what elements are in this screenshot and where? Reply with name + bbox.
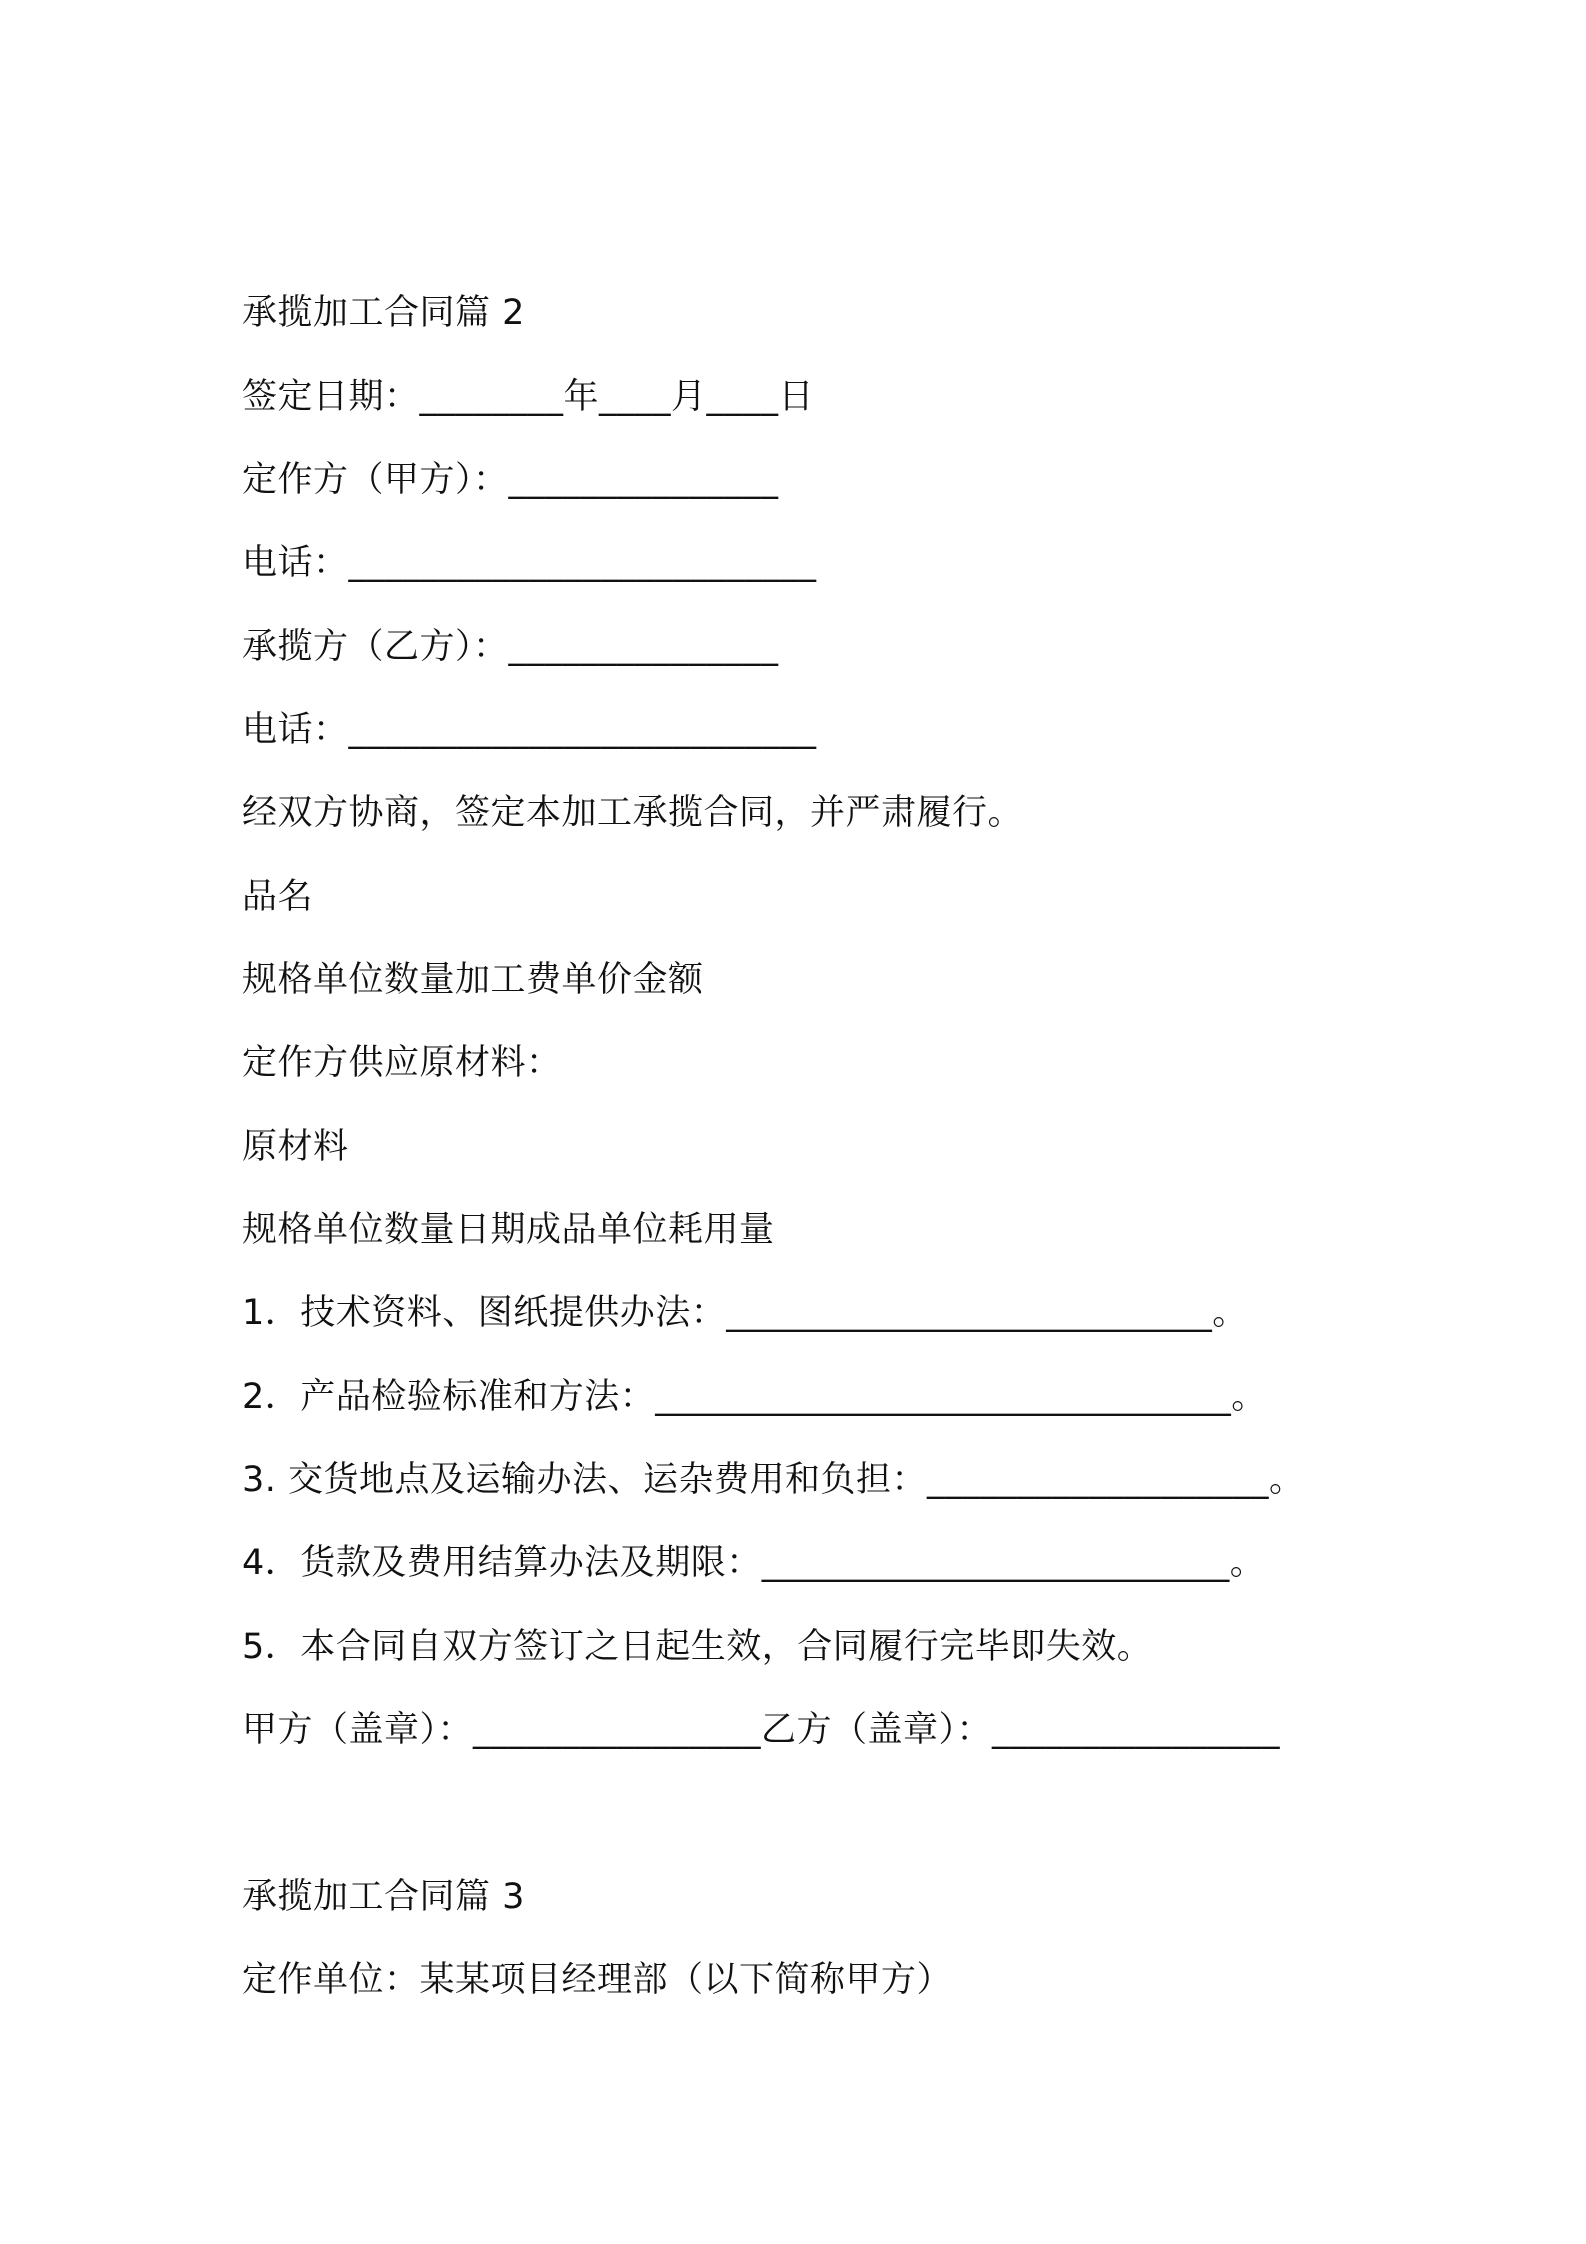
clause-1: 1．技术资料、图纸提供办法：___________________________。 xyxy=(242,1293,1248,1333)
material-columns: 规格单位数量日期成品单位耗用量 xyxy=(242,1210,775,1250)
contract-intro: 经双方协商，签定本加工承揽合同，并严肃履行。 xyxy=(242,793,1024,833)
raw-materials-heading: 原材料 xyxy=(242,1127,349,1167)
work-unit-line: 定作单位：某某项目经理部（以下简称甲方） xyxy=(242,1960,953,2000)
clause-5: 5．本合同自双方签订之日起生效，合同履行完毕即失效。 xyxy=(242,1627,1153,1667)
party-a-line: 定作方（甲方）：_______________ xyxy=(242,460,779,500)
product-columns: 规格单位数量加工费单价金额 xyxy=(242,960,704,1000)
section-3-title: 承揽加工合同篇 3 xyxy=(242,1877,525,1917)
signature-line: 甲方（盖章）：________________乙方（盖章）：________________ xyxy=(242,1710,1281,1750)
sign-date-line: 签定日期：________年____月____日 xyxy=(242,377,815,417)
phone-a-line: 电话：__________________________ xyxy=(242,543,817,583)
clause-3: 3. 交货地点及运输办法、运杂费用和负担：___________________。 xyxy=(242,1460,1305,1500)
clause-4: 4．货款及费用结算办法及期限：__________________________。 xyxy=(242,1543,1266,1583)
section-2-title: 承揽加工合同篇 2 xyxy=(242,293,525,333)
party-b-line: 承揽方（乙方）：_______________ xyxy=(242,627,779,667)
clause-2: 2．产品检验标准和方法：________________________________。 xyxy=(242,1377,1267,1417)
product-name-heading: 品名 xyxy=(242,877,314,917)
phone-b-line: 电话：__________________________ xyxy=(242,710,817,750)
materials-supply-heading: 定作方供应原材料： xyxy=(242,1043,562,1083)
